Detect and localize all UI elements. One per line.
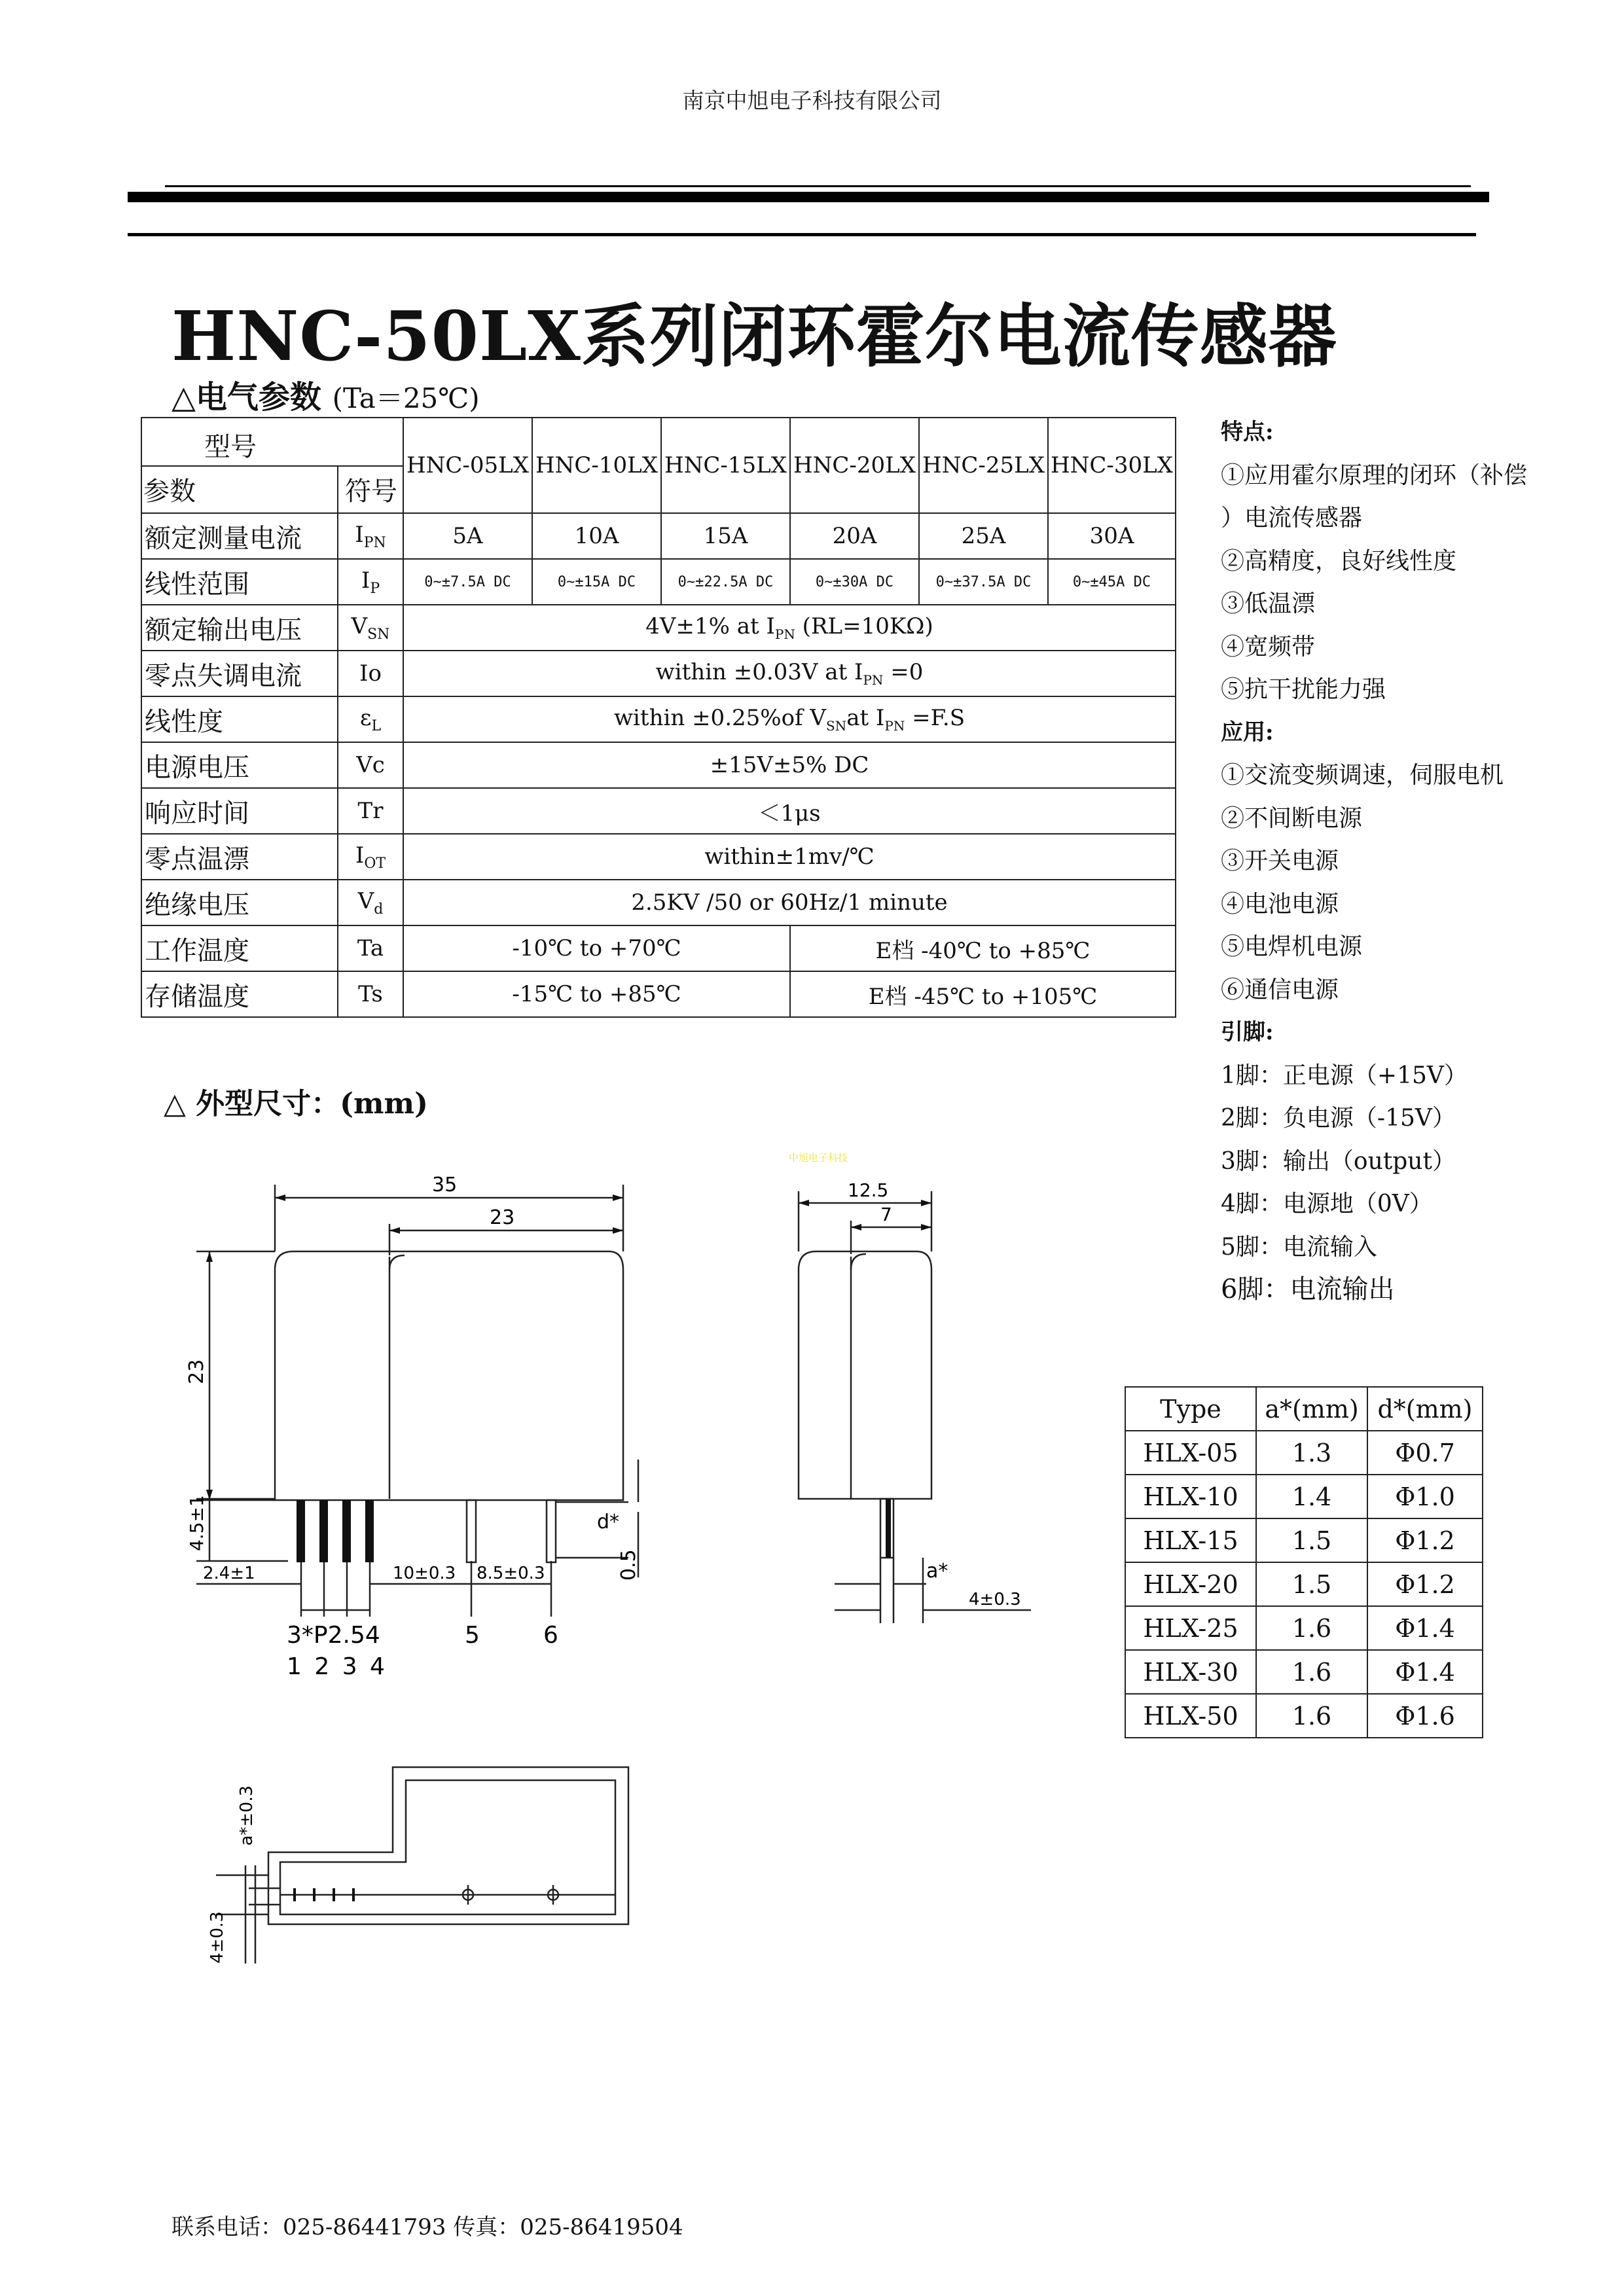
table-cell: Φ1.0 bbox=[1367, 1475, 1483, 1518]
list-item: ②不间断电源 bbox=[1221, 804, 1363, 832]
table-cell: HLX-20 bbox=[1125, 1562, 1256, 1606]
list-item: 3脚：输出（output） bbox=[1221, 1147, 1456, 1175]
table-row bbox=[1125, 1431, 1483, 1475]
table-cell: E档 -40℃ to +85℃ bbox=[790, 925, 1176, 971]
table-cell: Φ1.6 bbox=[1367, 1694, 1483, 1738]
table-cell: 20A bbox=[790, 513, 919, 559]
company-name: 南京中旭电子科技有限公司 bbox=[682, 88, 942, 113]
electrical-section-condition: (Ta＝25℃) bbox=[332, 382, 480, 414]
table-cell: 5A bbox=[403, 513, 532, 559]
column-header: Type bbox=[1125, 1387, 1256, 1431]
applications-title: 应用: bbox=[1221, 719, 1274, 745]
table-row bbox=[141, 925, 1176, 971]
table-cell: HLX-50 bbox=[1125, 1694, 1256, 1738]
table-row bbox=[141, 834, 1176, 880]
table-cell: -10℃ to +70℃ bbox=[403, 925, 790, 971]
table-cell: 1.5 bbox=[1256, 1562, 1367, 1606]
param-symbol: $\varepsilon_L$ bbox=[338, 696, 403, 742]
list-item: ）电流传感器 bbox=[1221, 505, 1363, 531]
param-name: 线性范围 bbox=[141, 559, 338, 605]
table-cell: 15A bbox=[661, 513, 790, 559]
list-item: ①交流变频调速，伺服电机 bbox=[1221, 762, 1504, 789]
table-cell: 1.6 bbox=[1256, 1694, 1367, 1738]
table-cell: 0~±22.5A DC bbox=[661, 559, 790, 605]
table-row bbox=[141, 971, 1176, 1017]
dim-side-pitch: 4±0.3 bbox=[969, 1590, 1021, 1609]
table-cell: Φ1.4 bbox=[1367, 1606, 1483, 1650]
list-item: ②高精度，良好线性度 bbox=[1221, 547, 1457, 575]
model-header: HNC-05LX bbox=[403, 418, 532, 513]
table-cell: 2.5KV /50 or 60Hz/1 minute bbox=[403, 880, 1176, 925]
table-cell: 0~±15A DC bbox=[532, 559, 661, 605]
table-cell: HLX-05 bbox=[1125, 1431, 1256, 1475]
table-cell: 0~±45A DC bbox=[1048, 559, 1176, 605]
table-cell: within ±0.03V at $I_{PN} =0$ bbox=[403, 651, 1176, 696]
dim-bottom-a: a*±0.3 bbox=[237, 1785, 257, 1846]
param-name: 线性度 bbox=[141, 696, 338, 742]
side-view-drawing bbox=[782, 1165, 1057, 1636]
table-cell: 10A bbox=[532, 513, 661, 559]
electrical-section-heading bbox=[171, 372, 480, 417]
dim-height: 23 bbox=[185, 1359, 208, 1384]
table-cell: 1.4 bbox=[1256, 1475, 1367, 1518]
pins-title: 引脚: bbox=[1221, 1019, 1274, 1045]
param-symbol: $V_d$ bbox=[338, 880, 403, 925]
model-header: HNC-10LX bbox=[532, 418, 661, 513]
table-cell: 1.3 bbox=[1256, 1431, 1367, 1475]
list-item: ⑤电焊机电源 bbox=[1221, 933, 1363, 960]
list-item: 2脚：负电源（-15V） bbox=[1221, 1105, 1456, 1132]
table-cell: ＜1μs bbox=[403, 788, 1176, 834]
table-row bbox=[1125, 1694, 1483, 1738]
table-row bbox=[1125, 1606, 1483, 1650]
list-item: ③开关电源 bbox=[1221, 848, 1339, 874]
param-symbol: Ts bbox=[338, 971, 403, 1017]
param-symbol: $I_{PN}$ bbox=[338, 513, 403, 559]
header-row-divider bbox=[142, 465, 403, 467]
column-header: d*(mm) bbox=[1367, 1387, 1483, 1431]
footer-contact: 联系电话：025-86441793 传真：025-86419504 bbox=[171, 2214, 683, 2240]
table-cell: 1.5 bbox=[1256, 1518, 1367, 1562]
pin-size-table bbox=[1125, 1386, 1483, 1738]
table-header-row bbox=[1125, 1387, 1483, 1431]
table-cell: Φ1.2 bbox=[1367, 1562, 1483, 1606]
header-symbol-divider bbox=[337, 467, 338, 513]
electrical-section-label: △电气参数 bbox=[171, 379, 321, 416]
header-param-label: 参数 bbox=[143, 476, 196, 507]
table-cell: HLX-10 bbox=[1125, 1475, 1256, 1518]
table-row bbox=[141, 605, 1176, 651]
pin-number-5: 5 bbox=[465, 1622, 480, 1649]
table-cell: Φ1.4 bbox=[1367, 1650, 1483, 1694]
table-row bbox=[1125, 1562, 1483, 1606]
table-row bbox=[141, 651, 1176, 696]
table-row bbox=[141, 742, 1176, 788]
dim-pin-length: 4.5±1 bbox=[186, 1495, 208, 1551]
list-item: 5脚：电流输入 bbox=[1221, 1233, 1377, 1261]
dim-pin-spacing: 8.5±0.3 bbox=[477, 1564, 545, 1583]
table-cell: Φ0.7 bbox=[1367, 1431, 1483, 1475]
table-cell: 30A bbox=[1048, 513, 1176, 559]
front-view-drawing bbox=[157, 1158, 681, 1695]
list-item: 6脚：电流输出 bbox=[1221, 1274, 1395, 1304]
param-name: 绝缘电压 bbox=[141, 880, 338, 925]
param-name: 存储温度 bbox=[141, 971, 338, 1017]
table-row bbox=[141, 696, 1176, 742]
list-item: ④宽频带 bbox=[1221, 633, 1316, 660]
dim-side-width: 12.5 bbox=[848, 1179, 889, 1201]
table-row bbox=[1125, 1518, 1483, 1562]
list-item: ③低温漂 bbox=[1221, 590, 1316, 617]
table-row bbox=[1125, 1650, 1483, 1694]
table-cell: HLX-25 bbox=[1125, 1606, 1256, 1650]
model-header: HNC-25LX bbox=[919, 418, 1048, 513]
dim-side-a: a* bbox=[926, 1560, 948, 1583]
dim-side-inner: 7 bbox=[880, 1204, 892, 1225]
table-row bbox=[141, 513, 1176, 559]
header-model-label: 型号 bbox=[204, 432, 257, 462]
table-cell: HLX-15 bbox=[1125, 1518, 1256, 1562]
dim-pin-diameter: d* bbox=[597, 1511, 620, 1534]
dim-bottom-pitch: 4±0.3 bbox=[208, 1911, 227, 1964]
spec-table bbox=[141, 417, 1176, 1018]
header-symbol-label: 符号 bbox=[345, 476, 397, 507]
table-row bbox=[141, 559, 1176, 605]
model-header: HNC-15LX bbox=[661, 418, 790, 513]
table-cell: within ±0.25%of $V_{SN}at$ $I_{PN} =F.S$ bbox=[403, 696, 1176, 742]
list-item: ④电池电源 bbox=[1221, 890, 1339, 918]
table-cell: E档 -45℃ to +105℃ bbox=[790, 971, 1176, 1017]
side-info bbox=[1221, 411, 1614, 1312]
list-item: 4脚：电源地（0V） bbox=[1221, 1191, 1433, 1217]
pin-number-6: 6 bbox=[543, 1622, 558, 1649]
param-symbol: Ta bbox=[338, 925, 403, 971]
table-cell: -15℃ to +85℃ bbox=[403, 971, 790, 1017]
header-rule-thick bbox=[128, 192, 1489, 202]
table-row bbox=[141, 788, 1176, 834]
table-cell: 1.6 bbox=[1256, 1606, 1367, 1650]
param-symbol: $V_{SN}$ bbox=[338, 605, 403, 651]
header-rule-thin-top bbox=[165, 185, 1471, 187]
list-item: 1脚：正电源（+15V） bbox=[1221, 1062, 1468, 1089]
table-row bbox=[141, 880, 1176, 925]
dim-inner-width: 23 bbox=[490, 1206, 515, 1229]
header-rule-thin-bottom bbox=[128, 233, 1476, 236]
table-cell: HLX-30 bbox=[1125, 1650, 1256, 1694]
watermark: 中旭电子科技 bbox=[789, 1152, 848, 1164]
param-name: 响应时间 bbox=[141, 788, 338, 834]
param-symbol: Io bbox=[338, 651, 403, 696]
param-name: 零点温漂 bbox=[141, 834, 338, 880]
param-name: 额定测量电流 bbox=[141, 513, 338, 559]
table-cell: ±15V±5% DC bbox=[403, 742, 1176, 788]
param-name: 零点失调电流 bbox=[141, 651, 338, 696]
bottom-view-drawing bbox=[183, 1754, 655, 1977]
dim-pin-gap: 10±0.3 bbox=[393, 1564, 456, 1583]
table-cell: 1.6 bbox=[1256, 1650, 1367, 1694]
model-header: HNC-20LX bbox=[790, 418, 919, 513]
param-name: 额定输出电压 bbox=[141, 605, 338, 651]
dim-pin-pitch: 3*P2.54 bbox=[287, 1622, 380, 1649]
features-title: 特点: bbox=[1221, 419, 1274, 445]
param-symbol: Vc bbox=[338, 742, 403, 788]
model-header: HNC-30LX bbox=[1048, 418, 1176, 513]
table-cell: 0~±7.5A DC bbox=[403, 559, 532, 605]
document-title: HNC-50LX系列闭环霍尔电流传感器 bbox=[171, 296, 1337, 376]
param-symbol: $I_P$ bbox=[338, 559, 403, 605]
column-header: a*(mm) bbox=[1256, 1387, 1367, 1431]
table-cell: 25A bbox=[919, 513, 1048, 559]
param-symbol: $I_{OT}$ bbox=[338, 834, 403, 880]
dim-pin-offset: 2.4±1 bbox=[203, 1564, 255, 1583]
list-item: ⑥通信电源 bbox=[1221, 976, 1339, 1003]
list-item: ⑤抗干扰能力强 bbox=[1221, 676, 1386, 703]
param-name: 电源电压 bbox=[141, 742, 338, 788]
table-cell: Φ1.2 bbox=[1367, 1518, 1483, 1562]
dimension-section-heading: △ 外型尺寸：(mm) bbox=[164, 1087, 428, 1121]
table-cell: within±1mv/℃ bbox=[403, 834, 1176, 880]
pin-order: 1 2 3 4 bbox=[287, 1653, 388, 1680]
param-symbol: Tr bbox=[338, 788, 403, 834]
table-row bbox=[1125, 1475, 1483, 1518]
list-item: ①应用霍尔原理的闭环（补偿 bbox=[1221, 461, 1528, 489]
table-cell: 4V±1% at $I_{PN}$ (RL=10KΩ) bbox=[403, 605, 1176, 651]
dim-front-width: 35 bbox=[432, 1174, 458, 1196]
spec-header-cell bbox=[141, 418, 403, 513]
dim-pin-tip: 0.5 bbox=[617, 1549, 640, 1581]
param-name: 工作温度 bbox=[141, 925, 338, 971]
table-cell: 0~±37.5A DC bbox=[919, 559, 1048, 605]
table-cell: 0~±30A DC bbox=[790, 559, 919, 605]
